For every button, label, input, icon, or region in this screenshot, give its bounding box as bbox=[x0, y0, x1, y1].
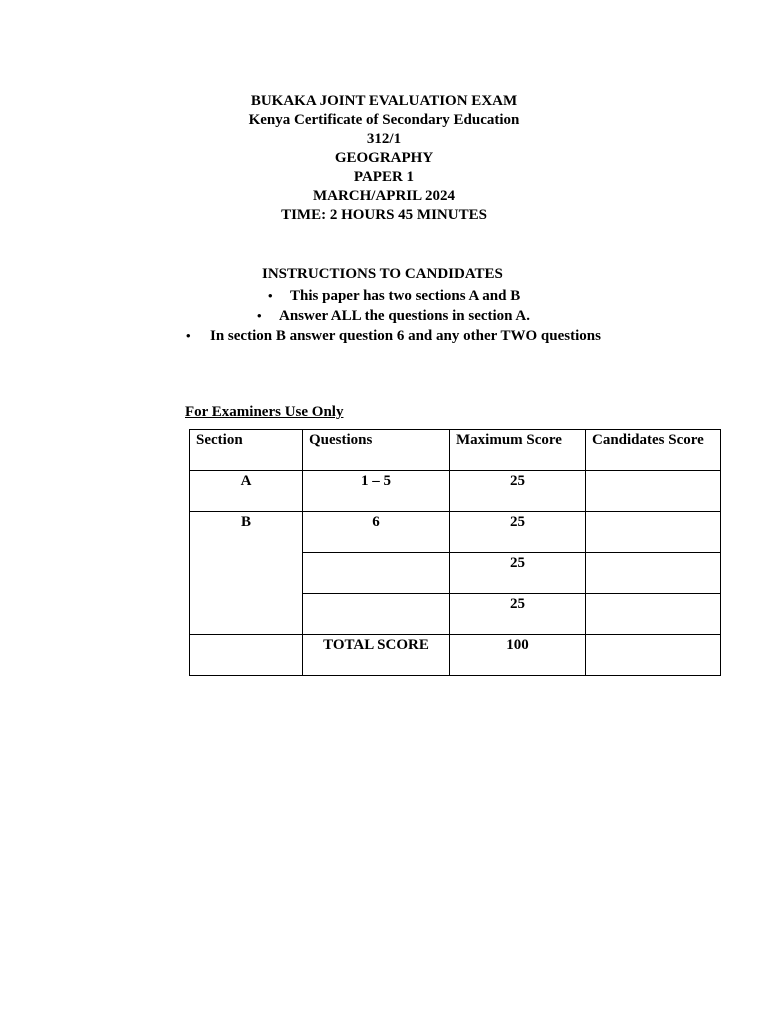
bullet-icon: • bbox=[268, 288, 273, 303]
instruction-text: In section B answer question 6 and any other TWO questions bbox=[210, 328, 601, 344]
score-table bbox=[189, 429, 721, 676]
paper-code: 312/1 bbox=[366, 131, 402, 147]
header-section: Section bbox=[190, 430, 303, 471]
exam-title: BUKAKA JOINT EVALUATION EXAM bbox=[250, 93, 518, 109]
questions-cell bbox=[303, 553, 450, 594]
candidate-score-cell bbox=[586, 471, 721, 512]
total-max-score: 100 bbox=[450, 635, 586, 676]
instruction-text: This paper has two sections A and B bbox=[290, 288, 521, 304]
candidate-score-cell bbox=[586, 594, 721, 635]
header-questions: Questions bbox=[303, 430, 450, 471]
instructions-title: INSTRUCTIONS TO CANDIDATES bbox=[262, 266, 503, 282]
questions-cell: 6 bbox=[303, 512, 450, 553]
table-row bbox=[190, 471, 721, 512]
subject: GEOGRAPHY bbox=[334, 150, 434, 166]
instruction-item bbox=[268, 286, 520, 306]
header-max-score: Maximum Score bbox=[450, 430, 586, 471]
total-section-cell bbox=[190, 635, 303, 676]
total-candidate-score bbox=[586, 635, 721, 676]
header-candidates-score: Candidates Score bbox=[586, 430, 721, 471]
bullet-icon: • bbox=[257, 308, 262, 323]
candidate-score-cell bbox=[586, 553, 721, 594]
max-score-cell: 25 bbox=[450, 553, 586, 594]
examiners-use-title: For Examiners Use Only bbox=[185, 404, 344, 420]
section-cell: A bbox=[190, 471, 303, 512]
section-cell: B bbox=[190, 512, 303, 635]
exam-time: TIME: 2 HOURS 45 MINUTES bbox=[281, 207, 487, 223]
exam-subtitle: Kenya Certificate of Secondary Education bbox=[248, 112, 520, 128]
questions-cell bbox=[303, 594, 450, 635]
max-score-cell: 25 bbox=[450, 512, 586, 553]
paper-number: PAPER 1 bbox=[353, 169, 415, 185]
instruction-text: Answer ALL the questions in section A. bbox=[279, 308, 531, 324]
instruction-item bbox=[186, 326, 601, 346]
total-row bbox=[190, 635, 721, 676]
max-score-cell: 25 bbox=[450, 471, 586, 512]
instruction-item bbox=[257, 306, 530, 326]
exam-header bbox=[0, 92, 768, 225]
questions-cell: 1 – 5 bbox=[303, 471, 450, 512]
candidate-score-cell bbox=[586, 512, 721, 553]
bullet-icon: • bbox=[186, 328, 191, 343]
table-row bbox=[190, 512, 721, 553]
total-label: TOTAL SCORE bbox=[303, 635, 450, 676]
max-score-cell: 25 bbox=[450, 594, 586, 635]
exam-date: MARCH/APRIL 2024 bbox=[312, 188, 456, 204]
table-header-row bbox=[190, 430, 721, 471]
